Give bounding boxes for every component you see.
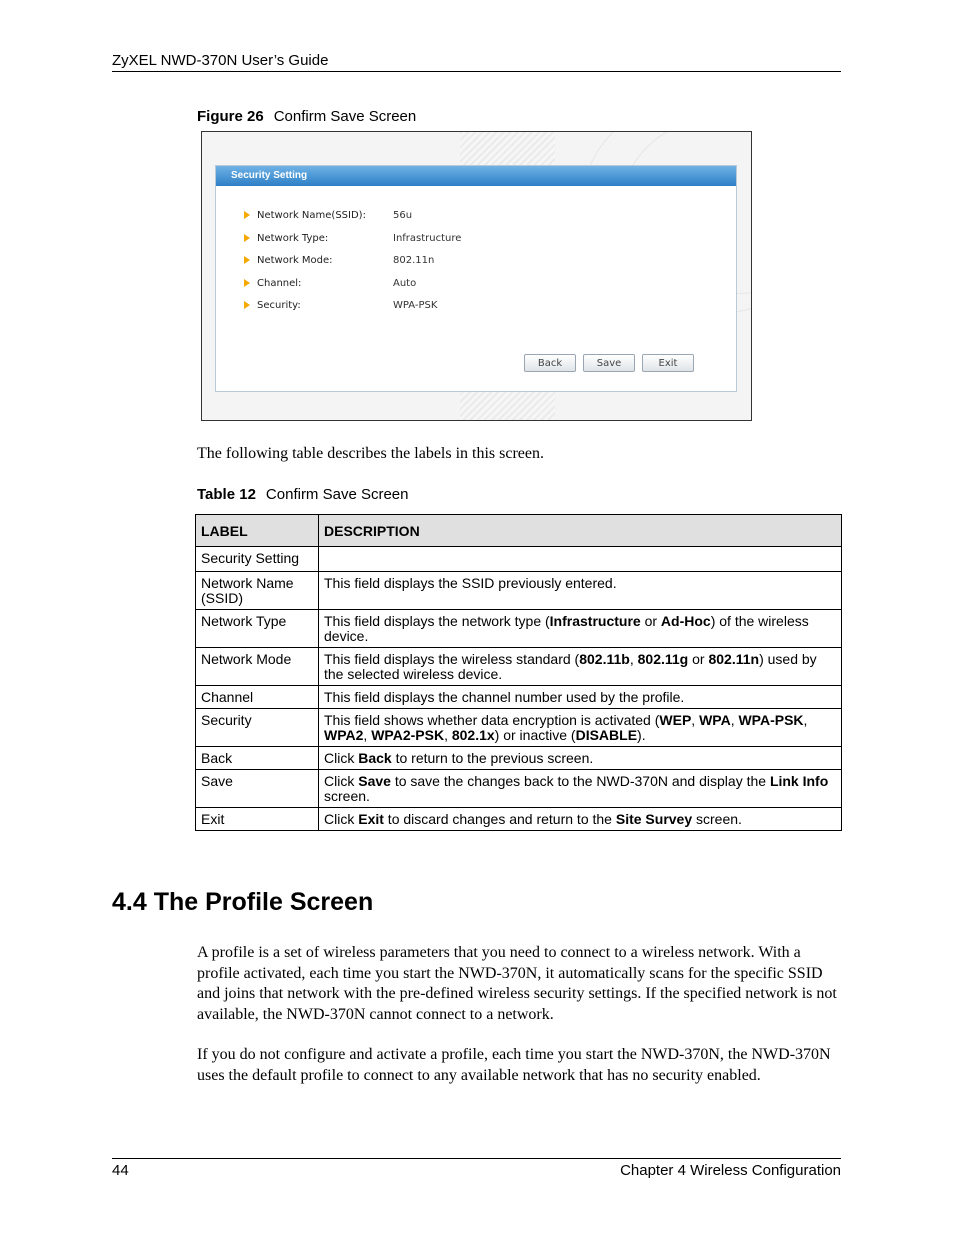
footer-rule <box>112 1158 841 1159</box>
row-description: This field displays the wireless standard (802.11b, 802.11g or 802.11n) used by the selected wireless device. <box>319 648 842 686</box>
save-button[interactable]: Save <box>583 354 635 372</box>
figure-title: Confirm Save Screen <box>273 108 417 125</box>
row-description <box>319 547 842 572</box>
table-row <box>196 547 842 572</box>
field-label: Network Type: <box>257 233 329 244</box>
confirm-save-screenshot <box>201 131 752 421</box>
row-label: Save <box>196 770 319 808</box>
panel-title: Security Setting <box>216 166 736 186</box>
paragraph-default-profile: If you do not configure and activate a profile, each time you start the NWD-370N, the NWD-370N uses the default profile to connect to any available network that has no security enabled. <box>197 1046 831 1084</box>
header-rule <box>112 71 841 72</box>
arrow-bullet-icon <box>244 301 250 309</box>
row-label: Security <box>196 709 319 747</box>
row-description: This field displays the network type (Infrastructure or Ad-Hoc) of the wireless device. <box>319 610 842 648</box>
confirm-save-table <box>195 514 842 831</box>
field-label: Network Name(SSID): <box>257 210 366 221</box>
field-value: 802.11n <box>393 255 435 266</box>
row-description: Click Back to return to the previous screen. <box>319 747 842 770</box>
arrow-bullet-icon <box>244 211 250 219</box>
row-label: Exit <box>196 808 319 831</box>
table-row <box>196 709 842 747</box>
row-label: Network Name (SSID) <box>196 572 319 610</box>
exit-button[interactable]: Exit <box>642 354 694 372</box>
row-description: Click Save to save the changes back to the NWD-370N and display the Link Info screen. <box>319 770 842 808</box>
table-number: Table 12 <box>197 486 256 503</box>
table-row <box>196 648 842 686</box>
field-label: Security: <box>257 300 301 311</box>
header-description: DESCRIPTION <box>319 515 842 547</box>
arrow-bullet-icon <box>244 279 250 287</box>
field-value: 56u <box>393 210 413 221</box>
row-label: Security Setting <box>196 547 319 572</box>
table-row <box>196 747 842 770</box>
paragraph-profile-definition: A profile is a set of wireless parameters that you need to connect to a wireless network. With a profile activated, each time you start the NWD-370N, it automatically scans for the specific SSID and joins that network with the pre-defined wireless security settings. If the specified network is not available, the NWD-370N cannot connect to a network. <box>197 944 837 1023</box>
row-description: This field displays the SSID previously entered. <box>319 572 842 610</box>
arrow-bullet-icon <box>244 234 250 242</box>
field-value: Infrastructure <box>393 233 462 244</box>
security-setting-panel <box>215 165 737 392</box>
row-label: Channel <box>196 686 319 709</box>
header-label: LABEL <box>196 515 319 547</box>
section-heading: 4.4 The Profile Screen <box>112 888 374 916</box>
row-description: This field shows whether data encryption is activated (WEP, WPA, WPA-PSK, WPA2, WPA2-PSK, 802.1x) or inactive (DISABLE). <box>319 709 842 747</box>
back-button[interactable]: Back <box>524 354 576 372</box>
row-label: Back <box>196 747 319 770</box>
row-label: Network Mode <box>196 648 319 686</box>
table-row <box>196 572 842 610</box>
row-label: Network Type <box>196 610 319 648</box>
row-description: Click Exit to discard changes and return to the Site Survey screen. <box>319 808 842 831</box>
field-value: Auto <box>393 278 417 289</box>
field-label: Channel: <box>257 278 302 289</box>
intro-text: The following table describes the labels in this screen. <box>197 445 545 462</box>
table-row <box>196 686 842 709</box>
running-header: ZyXEL NWD-370N User’s Guide <box>112 52 329 69</box>
chapter-footer: Chapter 4 Wireless Configuration <box>620 1162 841 1179</box>
field-value: WPA-PSK <box>393 300 438 311</box>
table-row <box>196 610 842 648</box>
row-description: This field displays the channel number used by the profile. <box>319 686 842 709</box>
table-title: Confirm Save Screen <box>265 486 409 503</box>
table-header-row <box>196 515 842 547</box>
arrow-bullet-icon <box>244 256 250 264</box>
table-caption <box>197 486 408 503</box>
figure-caption <box>197 108 416 125</box>
figure-number: Figure 26 <box>197 108 264 125</box>
field-label: Network Mode: <box>257 255 333 266</box>
table-row <box>196 808 842 831</box>
page-number: 44 <box>112 1162 129 1179</box>
table-row <box>196 770 842 808</box>
